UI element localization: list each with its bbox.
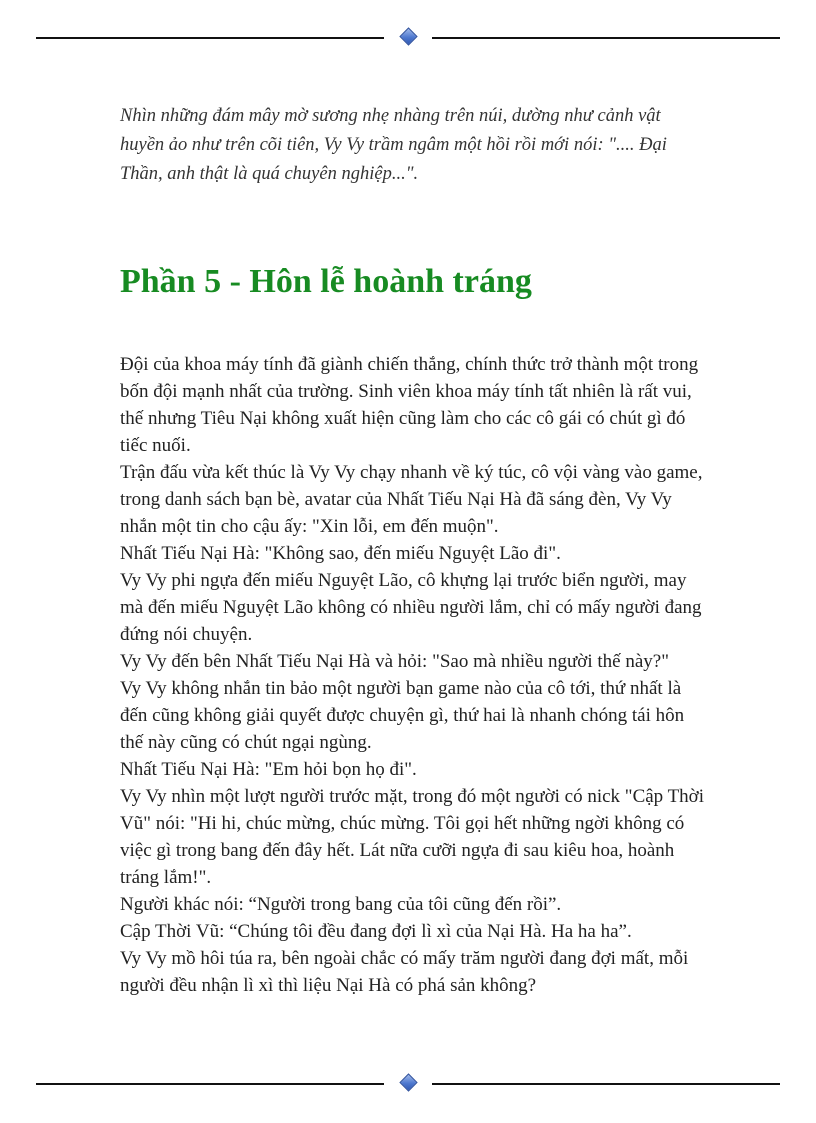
diamond-icon <box>399 1073 417 1091</box>
top-divider-left-line <box>36 37 384 39</box>
body-paragraph: Đội của khoa máy tính đã giành chiến thắng, chính thức trở thành một trong bốn đội mạnh nhất của trường. Sinh viên khoa máy tính tất nhiên là rất vui, thế nhưng Tiêu Nại không xuất hiện cũng làm cho các cô gái có chút gì đó tiếc nuối. <box>120 354 699 456</box>
body-paragraph: Vy Vy không nhắn tin bảo một người bạn game nào của cô tới, thứ nhất là đến cũng không giải quyết được chuyện gì, thứ hai là nhanh chóng tái hôn thế này cũng có chút ngại ngùng. <box>120 678 685 753</box>
body-paragraph: Nhất Tiếu Nại Hà: "Không sao, đến miếu Nguyệt Lão đi". <box>120 543 561 564</box>
top-divider <box>36 32 780 44</box>
diamond-icon <box>399 27 417 45</box>
intro-paragraph: Nhìn những đám mây mờ sương nhẹ nhàng trên núi, dường như cảnh vật huyền ảo như trên cõi tiên, Vy Vy trầm ngâm một hồi rồi mới nói: ".... Đại Thần, anh thật là quá chuyên nghiệp...". <box>120 106 667 184</box>
chapter-body <box>120 351 710 999</box>
bottom-divider-right-line <box>432 1083 780 1085</box>
body-paragraph: Vy Vy đến bên Nhất Tiếu Nại Hà và hỏi: "Sao mà nhiều người thế này?" <box>120 651 669 672</box>
body-paragraph: Người khác nói: “Người trong bang của tôi cũng đến rồi”. <box>120 894 562 915</box>
bottom-divider <box>36 1078 780 1090</box>
body-paragraph: Nhất Tiếu Nại Hà: "Em hỏi bọn họ đi". <box>120 759 417 780</box>
body-paragraph: Trận đấu vừa kết thúc là Vy Vy chạy nhanh về ký túc, cô vội vàng vào game, trong danh sách bạn bè, avatar của Nhất Tiếu Nại Hà đã sáng đèn, Vy Vy nhắn một tin cho cậu ấy: "Xin lỗi, em đến muộn". <box>120 462 703 537</box>
top-divider-right-line <box>432 37 780 39</box>
body-paragraph: Vy Vy phi ngựa đến miếu Nguyệt Lão, cô khựng lại trước biển người, may mà đến miếu Nguyệt Lão không có nhiều người lắm, chỉ có mấy người đang đứng nói chuyện. <box>120 570 702 645</box>
chapter-title: Phần 5 - Hôn lễ hoành tráng <box>120 263 532 300</box>
body-paragraph: Vy Vy mồ hôi túa ra, bên ngoài chắc có mấy trăm người đang đợi mất, mỗi người đều nhận lì xì thì liệu Nại Hà có phá sản không? <box>120 948 689 996</box>
bottom-divider-left-line <box>36 1083 384 1085</box>
body-paragraph: Cập Thời Vũ: “Chúng tôi đều đang đợi lì xì của Nại Hà. Ha ha ha”. <box>120 921 632 942</box>
body-paragraph: Vy Vy nhìn một lượt người trước mặt, trong đó một người có nick "Cập Thời Vũ" nói: "Hi hi, chúc mừng, chúc mừng. Tôi gọi hết những ngời không có việc gì trong bang đến đây hết. Lát nữa cưỡi ngựa đi sau kiêu hoa, hoành tráng lắm!". <box>120 786 705 888</box>
